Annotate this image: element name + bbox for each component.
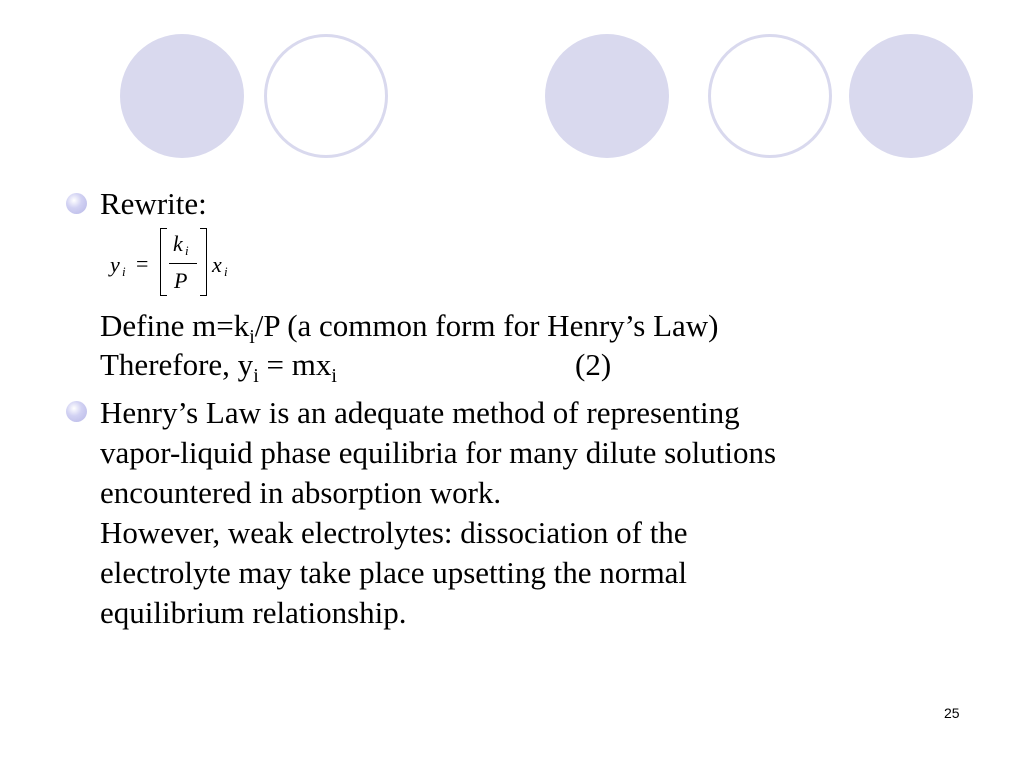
decorative-circle-filled [545, 34, 669, 158]
therefore-text-b: = mx [258, 347, 332, 382]
henry-law-paragraph-line: Henry’s Law is an adequate method of representing [100, 395, 740, 430]
bullet-heading-rewrite: Rewrite: [100, 186, 207, 221]
define-m-line [100, 306, 718, 350]
decorative-circle-ring [708, 34, 832, 158]
equation-y-subscript: i [122, 264, 126, 279]
equation-numerator-k: k [173, 231, 183, 256]
equation-denominator-p: P [174, 268, 188, 293]
henry-law-paragraph-line: encountered in absorption work. [100, 475, 502, 510]
equation-left-bracket [160, 228, 167, 296]
define-text-b: /P (a common form for Henry’s Law) [254, 308, 719, 343]
define-subscript: i [249, 326, 255, 348]
equation-number: (2) [575, 347, 612, 382]
henry-law-paragraph-line: equilibrium relationship. [100, 595, 407, 630]
henry-law-paragraph-line: vapor-liquid phase equilibria for many dilute solutions [100, 435, 777, 470]
henry-law-equation [106, 226, 246, 298]
equation-right-bracket [200, 228, 207, 296]
equation-x-subscript: i [224, 264, 228, 279]
therefore-line [100, 345, 337, 389]
bullet-icon [66, 401, 87, 422]
equation-equals: = [136, 251, 149, 276]
decorative-circle-filled [120, 34, 244, 158]
decorative-circle-filled [849, 34, 973, 158]
therefore-subscript-1: i [253, 365, 259, 387]
equation-x: x [212, 252, 222, 277]
decorative-circle-ring [264, 34, 388, 158]
page-number: 25 [944, 705, 960, 721]
bullet-icon [66, 193, 87, 214]
therefore-subscript-2: i [331, 365, 337, 387]
henry-law-paragraph-line: electrolyte may take place upsetting the normal [100, 555, 688, 590]
equation-y: y [110, 252, 120, 277]
equation-numerator-subscript: i [185, 243, 189, 258]
therefore-text-a: Therefore, y [100, 347, 254, 382]
equation-fraction-bar [169, 263, 197, 264]
henry-law-paragraph-line: However, weak electrolytes: dissociation of the [100, 515, 688, 550]
define-text-a: Define m=k [100, 308, 250, 343]
